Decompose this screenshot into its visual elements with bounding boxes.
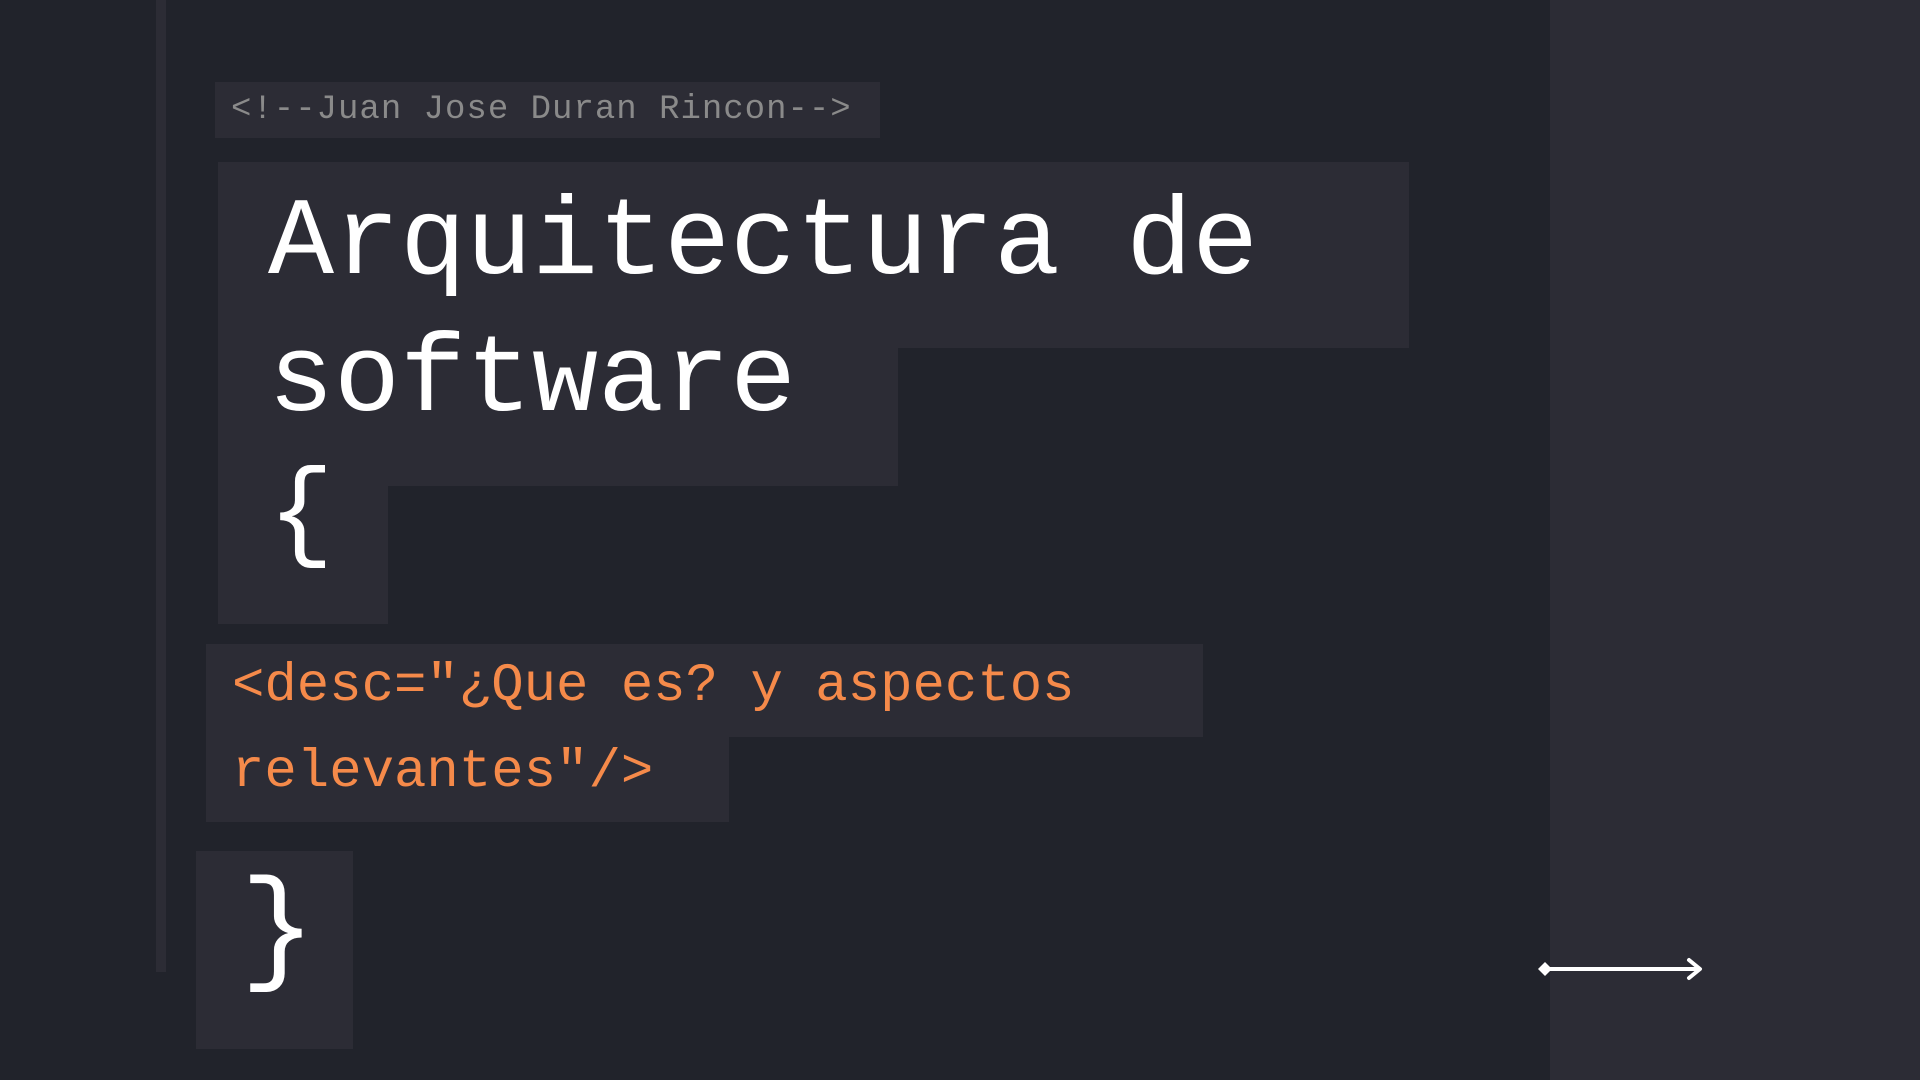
author-comment: <!--Juan Jose Duran Rincon--> (215, 82, 880, 138)
left-divider (156, 0, 166, 972)
open-brace: { (268, 454, 335, 579)
right-panel (1550, 0, 1920, 1080)
title-line2: software (268, 319, 797, 444)
description-line2: relevantes"/> (232, 742, 654, 803)
description-line1: <desc="¿Que es? y aspectos (232, 656, 1075, 717)
title-line1: Arquitectura de (268, 182, 1259, 307)
close-brace: } (240, 861, 316, 1004)
arrow-right-icon[interactable] (1536, 954, 1706, 984)
